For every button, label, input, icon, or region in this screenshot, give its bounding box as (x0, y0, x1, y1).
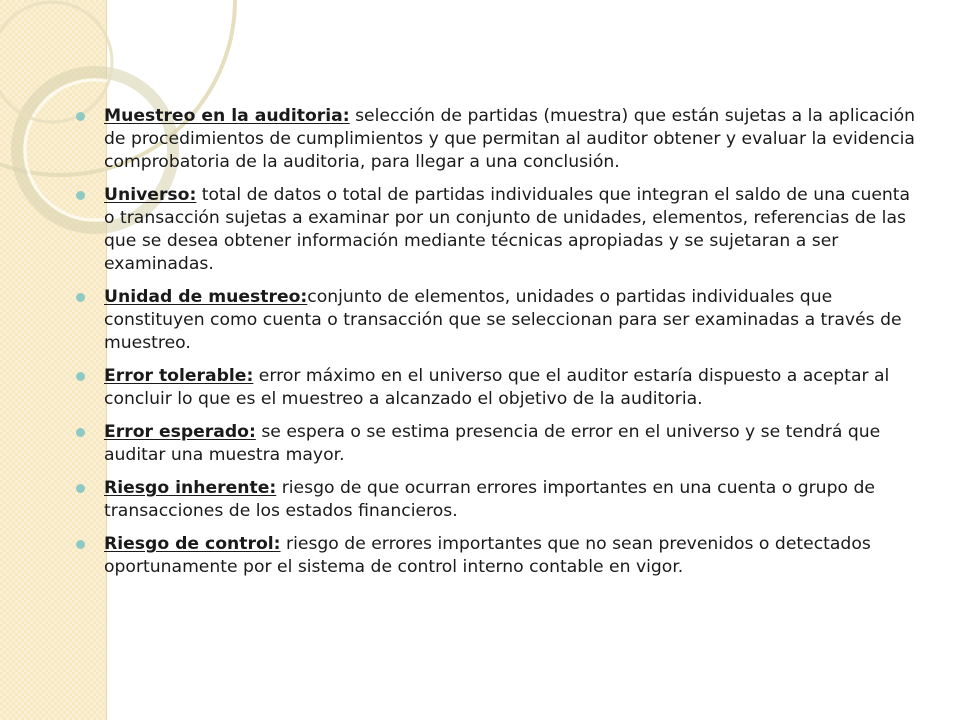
definition-term: Riesgo inherente: (104, 478, 277, 498)
definition-universo (76, 184, 916, 276)
definition-riesgo-inherente (76, 477, 916, 523)
small-ring (0, 2, 112, 122)
definition-error-tolerable (76, 365, 916, 411)
definition-error-esperado (76, 421, 916, 467)
definition-term: Error tolerable: (104, 366, 254, 386)
definition-term: Universo: (104, 185, 197, 205)
definition-text: selección de partidas (muestra) que están sujetas a la aplicación de procedimientos de cumplimientos y que permitan al auditor obtener y evaluar la evidencia comprobatoria de la auditoria, para llegar a una conclusión. (104, 106, 915, 172)
definition-term: Unidad de muestreo: (104, 287, 308, 307)
definitions-list (76, 105, 916, 589)
definition-text: riesgo de errores importantes que no sean prevenidos o detectados oportunamente por el sistema de control interno contable en vigor. (104, 534, 871, 577)
definition-muestreo (76, 105, 916, 174)
definition-text: riesgo de que ocurran errores importantes en una cuenta o grupo de transacciones de los estados financieros. (104, 478, 875, 521)
definition-riesgo-de-control (76, 533, 916, 579)
definition-term: Riesgo de control: (104, 534, 281, 554)
definition-text: error máximo en el universo que el auditor estaría dispuesto a aceptar al concluir lo que es el muestreo a alcanzado el objetivo de la auditoria. (104, 366, 890, 409)
definition-term: Muestreo en la auditoria: (104, 106, 350, 126)
definition-unidad-de-muestreo (76, 286, 916, 355)
definition-term: Error esperado: (104, 422, 256, 442)
definition-text: conjunto de elementos, unidades o partidas individuales que constituyen como cuenta o transacción que se seleccionan para ser examinadas a través de muestreo. (104, 287, 902, 353)
definition-text: total de datos o total de partidas individuales que integran el saldo de una cuenta o transacción sujetas a examinar por un conjunto de unidades, elementos, referencias de las que se desea obtener información mediante técnicas apropiadas y se sujetaran a ser examinadas. (104, 185, 911, 274)
definition-text: se espera o se estima presencia de error en el universo y se tendrá que auditar una muestra mayor. (104, 422, 881, 465)
